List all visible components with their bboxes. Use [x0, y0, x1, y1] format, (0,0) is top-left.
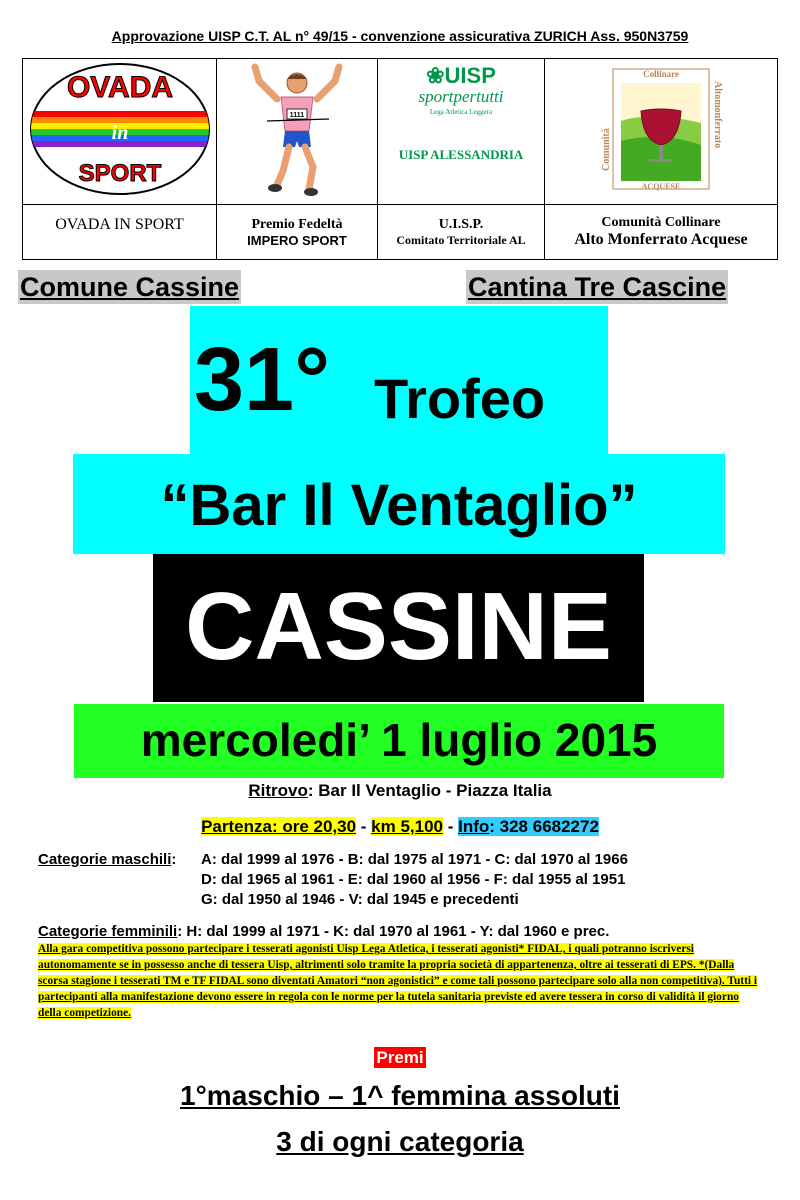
uisp-logo-cell — [378, 59, 545, 205]
partenza-line — [0, 816, 800, 838]
eligibility-notice — [38, 941, 762, 1021]
runner-caption-2: IMPERO SPORT — [247, 232, 347, 248]
uisp-logo-sub2: Lega Atletica Leggera — [429, 108, 493, 116]
runner-logo-cell — [217, 59, 378, 205]
prizes-category: 3 di ogni categoria — [276, 1126, 524, 1157]
uisp-caption-2: Comitato Territoriale AL — [396, 232, 526, 247]
ovada-logo-cell — [23, 59, 217, 205]
trofeo-box — [190, 306, 608, 456]
comunita-collinare-logo — [591, 61, 731, 197]
ovada-caption-cell — [23, 205, 217, 260]
prizes-label: Premi — [376, 1048, 424, 1067]
in-logo-text: in — [111, 122, 128, 144]
male-category-line: D: dal 1965 al 1961 - E: dal 1960 al 1956 - F: dal 1955 al 1951 — [201, 871, 626, 888]
male-category-line: G: dal 1950 al 1946 - V: dal 1945 e precedenti — [201, 891, 519, 908]
prizes-label-wrap — [0, 1048, 800, 1068]
ritrovo-value: : Bar Il Ventaglio - Piazza Italia — [307, 781, 552, 800]
uisp-swirl-icon: ❀ — [426, 63, 445, 88]
male-category-line: A: dal 1999 al 1976 - B: dal 1975 al 1971 - C: dal 1970 al 1966 — [201, 851, 628, 868]
date-box — [74, 704, 724, 778]
ovada-logo-text: OVADA — [66, 71, 173, 104]
bar-name: “Bar Il Ventaglio” — [160, 473, 638, 538]
comunita-arc-right: Altomonferrato — [712, 81, 723, 149]
uisp-logo-name: ❀UISP — [426, 63, 496, 88]
runner-icon — [237, 61, 357, 197]
uisp-caption-1: U.I.S.P. — [438, 216, 484, 232]
comunita-caption-1: Comunità Collinare — [601, 215, 721, 230]
runner-caption-1: Premio Fedeltà — [251, 216, 343, 232]
comunita-logo-cell — [545, 59, 778, 205]
town-box — [153, 554, 644, 702]
partenza-time: Partenza: ore 20,30 — [201, 817, 357, 836]
male-label-text: Categorie maschili — [38, 851, 172, 868]
comunita-arc-top: Collinare — [643, 69, 679, 79]
uisp-logo-sub: sportpertutti — [418, 87, 504, 106]
notice-text: Alla gara competitiva possono partecipare i tesserati agonisti Uisp Lega Atletica, i tesserati agonisti* FIDAL, i quali potranno iscriversi autonomamente se in possesso anche di tessera Uisp, altrimenti solo tramite la propria società di appartenenza, oltre ai tesserati di EPS. *(Dalla scorsa stagione i tesserati TM e TF FIDAL sono diventati Amatori “non agonistici” e come tali possono partecipare solo alla non competitiva). Tutti i partecipanti alla manifestazione devono essere in regola con le norme per la tutela sanitaria previste ed avere tessera in corso di validità il giorno della competizione. — [38, 943, 758, 1019]
town-name: CASSINE — [185, 573, 612, 680]
runner-caption-cell — [217, 205, 378, 260]
female-label: Categorie femminili — [38, 923, 178, 940]
sport-logo-text: SPORT — [78, 160, 161, 187]
separator-1: - — [356, 817, 372, 836]
sponsor-right: Cantina Tre Cascine — [468, 272, 727, 302]
runner-bib-number: 1111 — [289, 112, 305, 119]
comunita-arc-left: Comunità — [601, 128, 612, 171]
female-category-line: : H: dal 1999 al 1971 - K: dal 1970 al 1961 - Y: dal 1960 e prec. — [177, 923, 610, 940]
edition-number: 31° — [194, 330, 331, 430]
event-date: mercoledi’ 1 luglio 2015 — [140, 714, 658, 766]
sponsor-left: Comune Cassine — [20, 272, 240, 302]
male-categories-label — [38, 850, 176, 870]
approval-line: Approvazione UISP C.T. AL n° 49/15 - convenzione assicurativa ZURICH Ass. 950N3759 — [111, 28, 689, 44]
info-label: Info — [458, 817, 490, 836]
male-categories-list — [201, 850, 628, 910]
info-phone: : 328 6682272 — [489, 817, 599, 836]
comunita-arc-bottom: ACQUESE — [641, 182, 681, 191]
bar-name-box — [73, 454, 725, 554]
ritrovo-label: Ritrovo — [248, 781, 308, 800]
separator-2: - — [443, 817, 459, 836]
prizes-overall: 1°maschio – 1^ femmina assoluti — [180, 1080, 620, 1111]
male-label-colon: : — [171, 851, 177, 868]
prizes-line-2 — [0, 1124, 800, 1160]
female-categories — [38, 922, 609, 942]
trofeo-label: Trofeo — [374, 367, 546, 430]
ovada-in-sport-logo — [27, 59, 213, 199]
comunita-caption-cell — [545, 205, 778, 260]
logos-table — [22, 58, 778, 260]
distance: km 5,100 — [371, 817, 443, 836]
prizes-line-1 — [0, 1078, 800, 1114]
ovada-caption: OVADA IN SPORT — [55, 216, 184, 233]
comunita-caption-2: Alto Monferrato Acquese — [574, 231, 748, 248]
uisp-caption-cell — [378, 205, 545, 260]
uisp-region: UISP ALESSANDRIA — [398, 147, 524, 162]
ritrovo-line — [0, 780, 800, 802]
